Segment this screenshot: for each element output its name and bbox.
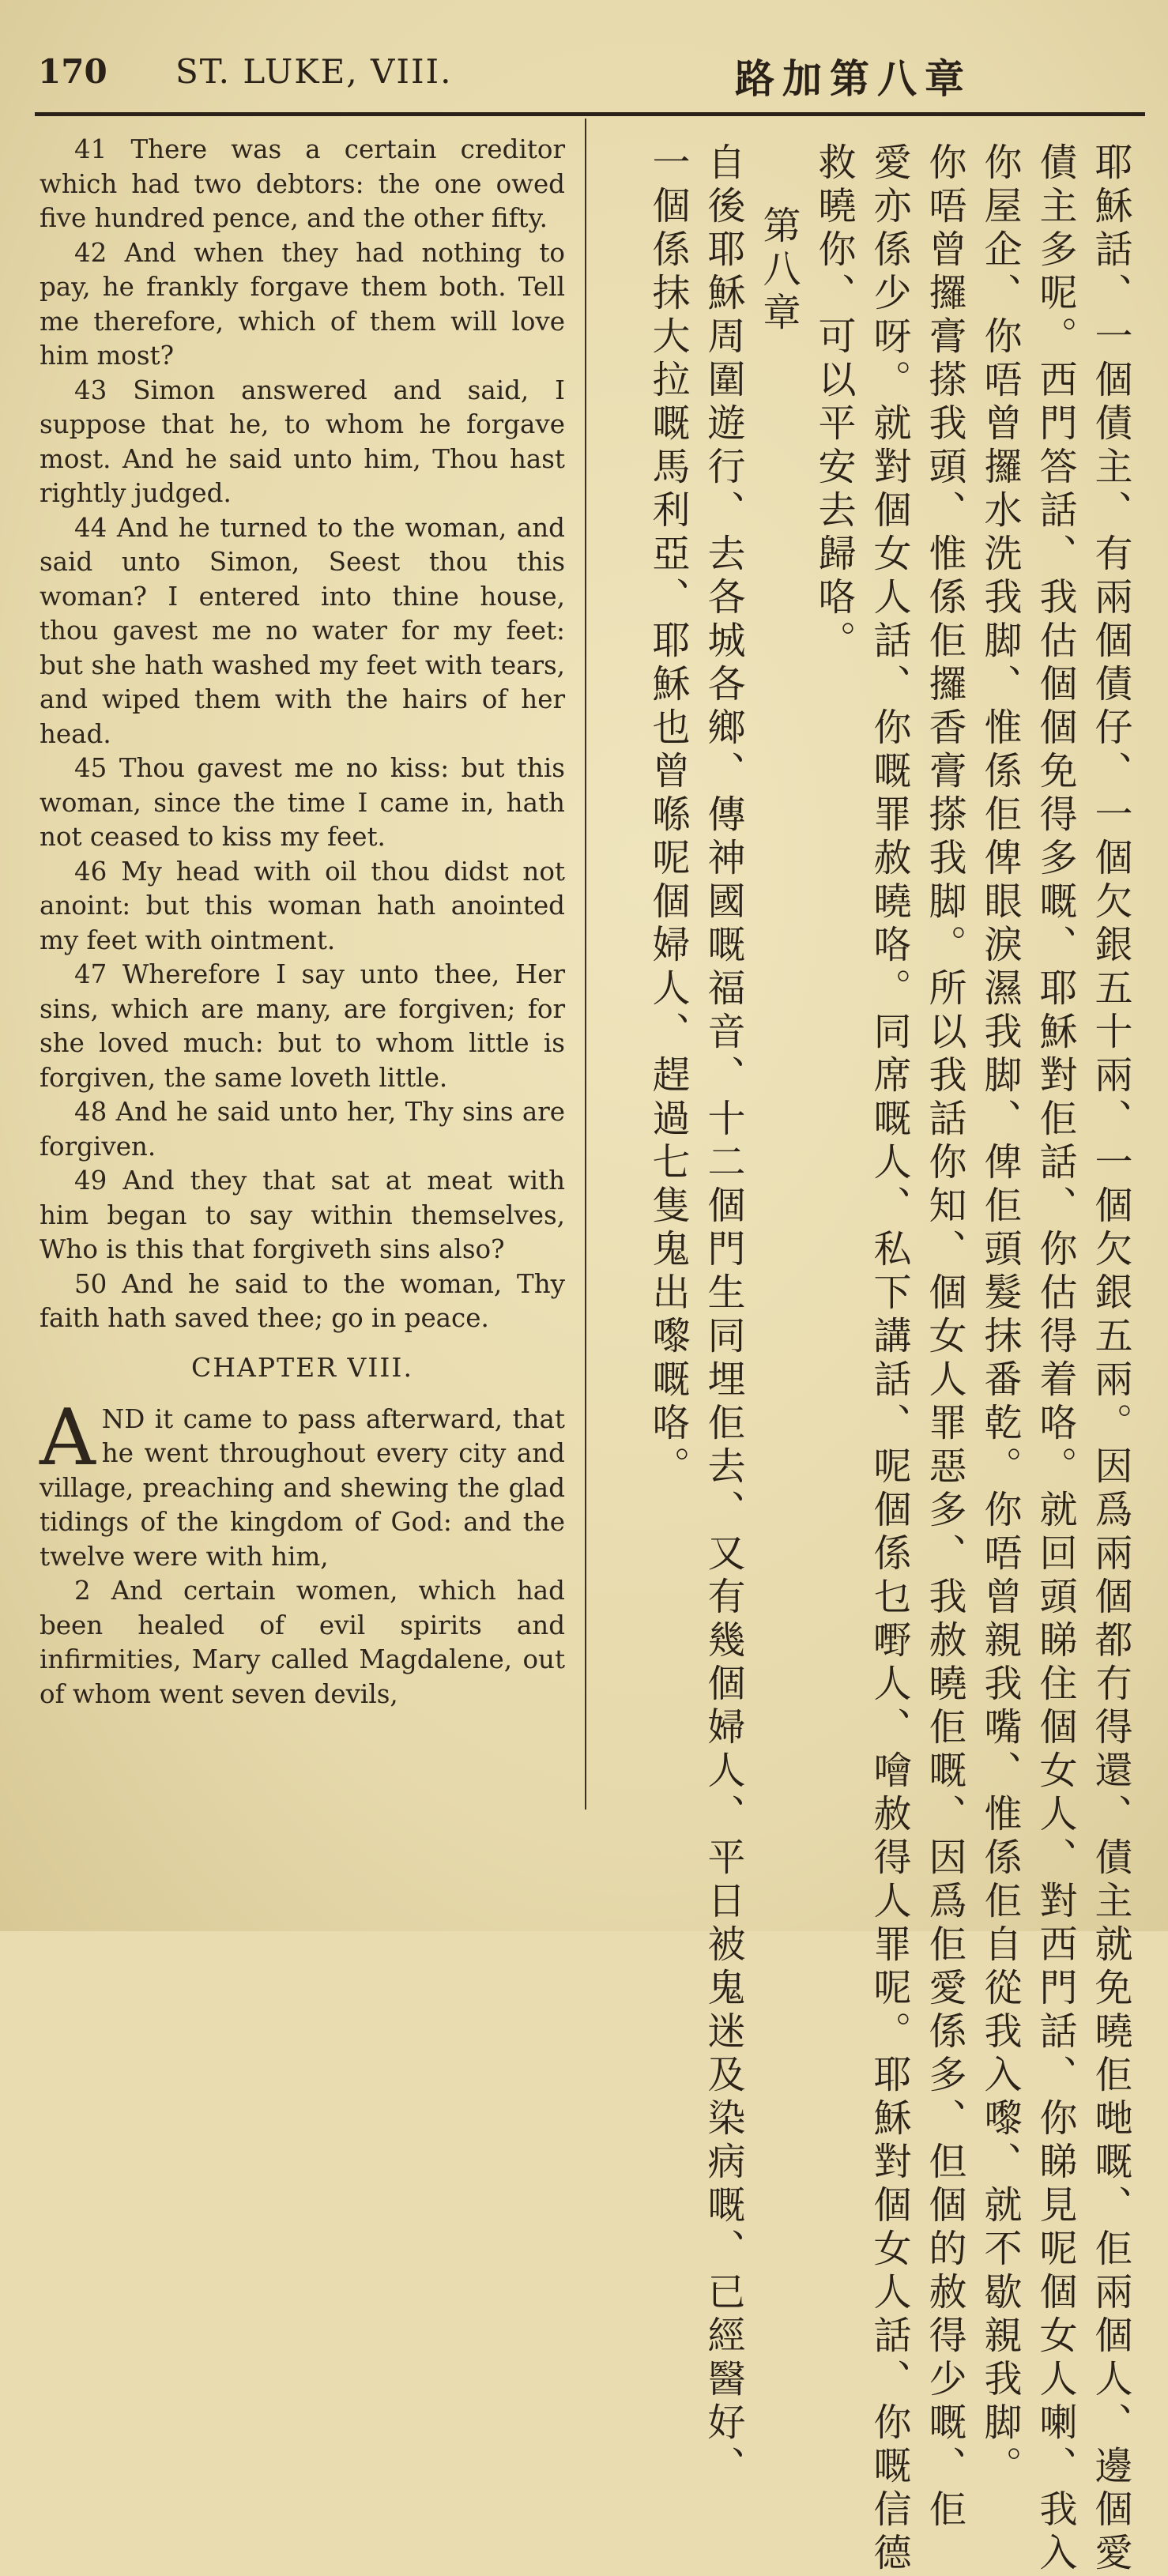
- page-number: 170: [38, 52, 107, 91]
- chinese-line-3: 你屋企、你唔曾攞水洗我脚、惟係佢俾眼淚濕我脚、俾佢頭髮抹番乾。你唔曾親我嘴、惟係佢自從我入嚟、就不歇親我脚。: [978, 142, 1022, 2489]
- chinese-line-9: 一個係抹大拉嘅馬利亞、耶穌也曾喺呢個婦人、趕過七隻鬼出嚟嘅咯。: [646, 142, 690, 1489]
- chinese-running-title: 路加第八章: [735, 55, 972, 102]
- chinese-line-4: 你唔曾攞膏搽我頭、惟係佢攞香膏搽我脚。所以我話你知、個女人罪惡多、我赦曉佢嘅、因爲佢愛係多、但個的赦得少嘅、佢: [922, 142, 966, 2533]
- header-rule: [35, 112, 1145, 116]
- drop-cap: A: [40, 1392, 96, 1483]
- verse-49: 49 And they that sat at meat with him began to say within themselves, Who is this that forgiveth sins also?: [40, 1166, 565, 1264]
- running-title: ST. LUKE, VIII.: [175, 52, 453, 91]
- chinese-line-2: 債主多呢。西門答話、我估個個免得多嘅、耶穌對佢話、你估得着咯。就回頭睇住個女人、對西門話、你睇見呢個女人喇、我入: [1033, 142, 1077, 2576]
- verse-48: 48 And he said unto her, Thy sins are forgiven.: [40, 1097, 565, 1162]
- verse-41: 41 There was a certain creditor which had two debtors: the one owed five hundred pence, and the other fifty.: [40, 134, 565, 233]
- verse-44: 44 And he turned to the woman, and said unto Simon, Seest thou this woman? I entered into thine house, thou gavest me no water for my feet: but she hath washed my feet with tears, and wiped them with the hairs of her head.: [40, 512, 565, 749]
- verse-1: [40, 1392, 565, 1575]
- page-header: [0, 0, 1168, 119]
- verse-43: 43 Simon answered and said, I suppose that he, to whom he forgave most. And he said unto him, Thou hast rightly judged.: [40, 375, 565, 508]
- verse-42: 42 And when they had nothing to pay, he frankly forgave them both. Tell me therefore, which of them will love him most?: [40, 237, 565, 371]
- chinese-line-8: 自後耶穌周圍遊行、去各城各鄉、傳神國嘅福音、十二個門生同埋佢去、又有幾個婦人、平日被鬼迷及染病嘅、已經醫好、: [701, 142, 745, 2489]
- chinese-chapter-heading: 第八章: [756, 205, 801, 336]
- verse-46: 46 My head with oil thou didst not anoint: but this woman hath anointed my feet with ointment.: [40, 856, 565, 955]
- chapter-heading: CHAPTER VIII.: [191, 1351, 413, 1383]
- verse-50: 50 And he said to the woman, Thy faith hath saved thee; go in peace.: [40, 1268, 565, 1333]
- chinese-line-5: 愛亦係少呀。就對個女人話、你嘅罪赦曉咯。同席嘅人、私下講話、呢個係乜嘢人、噲赦得人罪呢。耶穌對個女人話、你嘅信德: [867, 142, 911, 2576]
- chinese-line-1: 耶穌話、一個債主、有兩個債仔、一個欠銀五十兩、一個欠銀五兩。因爲兩個都冇得還、債主就免曉佢哋嘅、佢兩個人、邊個愛: [1088, 142, 1132, 2576]
- english-column: [40, 133, 565, 1712]
- verse-1-text: ND it came to pass afterward, that he went throughout every city and village, preaching and shewing the glad tidings of the kingdom of God: and the twelve were with him,: [40, 1403, 565, 1572]
- chinese-line-6: 救曉你、可以平安去歸咯。: [812, 142, 856, 664]
- verse-45: 45 Thou gavest me no kiss: but this woman, since the time I came in, hath not ceased to kiss my feet.: [40, 753, 565, 852]
- verse-47: 47 Wherefore I say unto thee, Her sins, which are many, are forgiven; for she loved much: but to whom little is forgiven, the same loveth little.: [40, 959, 565, 1093]
- chinese-column: [601, 126, 1138, 2576]
- verse-2: 2 And certain women, which had been healed of evil spirits and infirmities, Mary called Magdalene, out of whom went seven devils,: [40, 1576, 565, 1709]
- column-divider: [585, 119, 586, 1810]
